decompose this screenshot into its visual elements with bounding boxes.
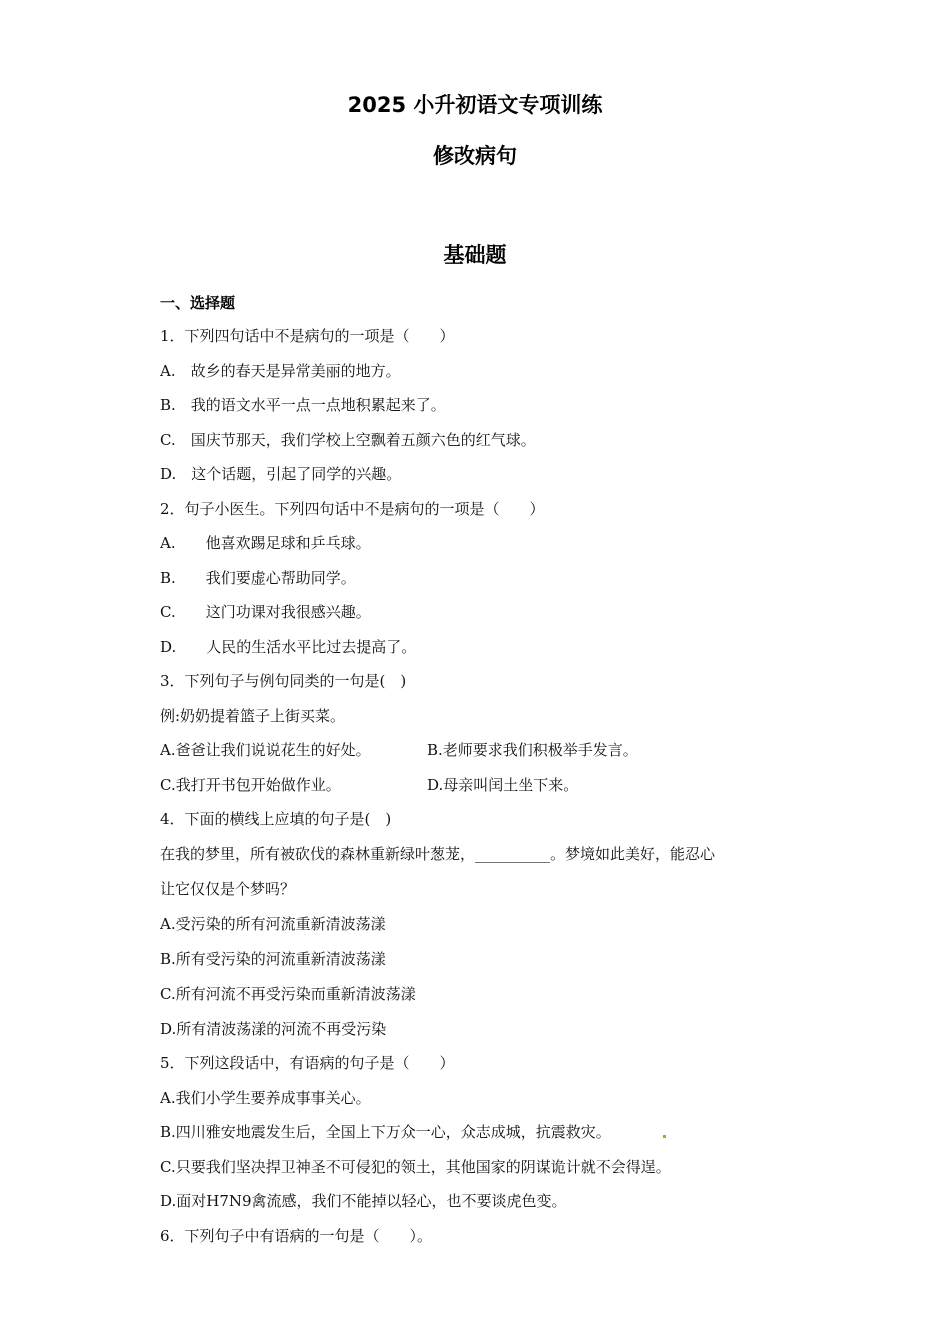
question-3-option-d: D.母亲叫闰土坐下来。 bbox=[427, 776, 579, 794]
question-5-option-a: A.我们小学生要养成事事关心。 bbox=[160, 1089, 371, 1107]
question-4-option-b: B.所有受污染的河流重新清波荡漾 bbox=[160, 950, 386, 968]
question-4-passage-line-1: 在我的梦里，所有被砍伐的森林重新绿叶葱茏，__________。梦境如此美好，能忍心 bbox=[160, 845, 716, 863]
question-1-option-a: A. 故乡的春天是异常美丽的地方。 bbox=[160, 362, 401, 380]
question-5-option-d: D.面对H7N9禽流感，我们不能掉以轻心，也不要谈虎色变。 bbox=[160, 1192, 567, 1210]
highlight-mark bbox=[663, 1135, 666, 1138]
question-2-option-b: B. 我们要虚心帮助同学。 bbox=[160, 569, 356, 587]
question-3-option-c: C.我打开书包开始做作业。 bbox=[160, 776, 341, 794]
question-2-option-c: C. 这门功课对我很感兴趣。 bbox=[160, 603, 371, 621]
document-subtitle: 修改病句 bbox=[433, 144, 517, 168]
question-6-stem: 6．下列句子中有语病的一句是（ ）。 bbox=[160, 1227, 433, 1245]
question-1-option-c: C. 国庆节那天，我们学校上空飘着五颜六色的红气球。 bbox=[160, 431, 536, 449]
question-4-option-a: A.受污染的所有河流重新清波荡漾 bbox=[160, 915, 386, 933]
question-2-stem: 2．句子小医生。下列四句话中不是病句的一项是（ ） bbox=[160, 500, 545, 518]
question-3-example: 例:奶奶提着篮子上街买菜。 bbox=[160, 707, 346, 725]
question-5-option-c: C.只要我们坚决捍卫神圣不可侵犯的领土，其他国家的阴谋诡计就不会得逞。 bbox=[160, 1158, 671, 1176]
document-title: 2025 小升初语文专项训练 bbox=[347, 93, 603, 117]
difficulty-heading: 基础题 bbox=[443, 243, 507, 267]
question-2-option-d: D. 人民的生活水平比过去提高了。 bbox=[160, 638, 417, 656]
section-heading: 一、选择题 bbox=[160, 294, 236, 312]
question-1-option-d: D. 这个话题，引起了同学的兴趣。 bbox=[160, 465, 402, 483]
question-1-option-b: B. 我的语文水平一点一点地积累起来了。 bbox=[160, 396, 446, 414]
question-4-passage-line-2: 让它仅仅是个梦吗？ bbox=[160, 880, 296, 898]
question-5-stem: 5．下列这段话中，有语病的句子是（ ） bbox=[160, 1054, 455, 1072]
question-1-stem: 1．下列四句话中不是病句的一项是（ ） bbox=[160, 327, 455, 345]
question-2-option-a: A. 他喜欢踢足球和乒乓球。 bbox=[160, 534, 371, 552]
question-4-option-d: D.所有清波荡漾的河流不再受污染 bbox=[160, 1020, 387, 1038]
question-3-option-a: A.爸爸让我们说说花生的好处。 bbox=[160, 741, 371, 759]
question-5-option-b: B.四川雅安地震发生后，全国上下万众一心，众志成城，抗震救灾。 bbox=[160, 1123, 611, 1141]
question-4-stem: 4．下面的横线上应填的句子是( ) bbox=[160, 810, 392, 828]
question-3-option-b: B.老师要求我们积极举手发言。 bbox=[427, 741, 638, 759]
question-4-option-c: C.所有河流不再受污染而重新清波荡漾 bbox=[160, 985, 416, 1003]
question-3-stem: 3．下列句子与例句同类的一句是( ) bbox=[160, 672, 407, 690]
